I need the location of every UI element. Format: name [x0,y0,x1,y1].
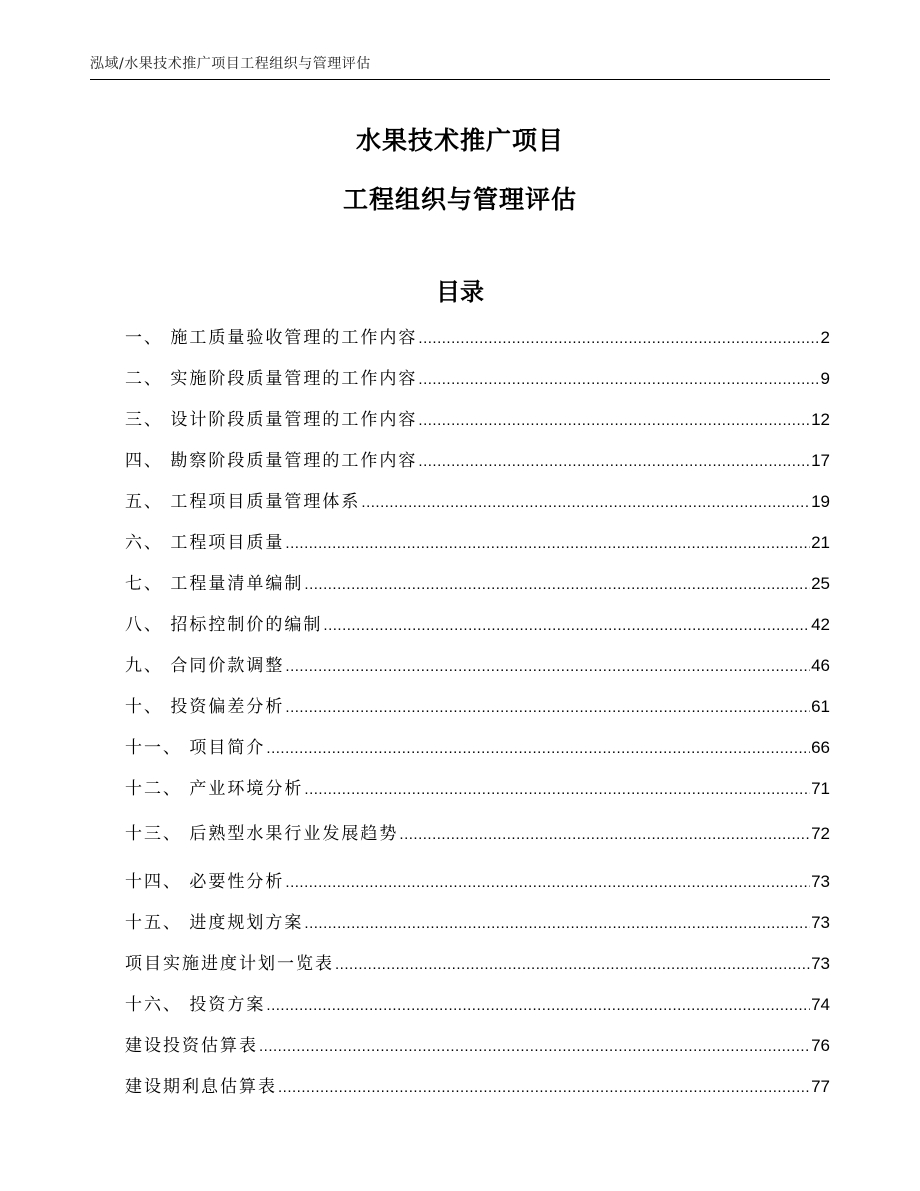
toc-entry-label: 八、 招标控制价的编制 [125,615,323,635]
toc-leader-dots [418,367,819,393]
toc-entry-label: 十、 投资偏差分析 [125,697,285,717]
toc-entry-page: 25 [811,574,830,593]
toc-entry-label: 项目实施进度计划一览表 [125,954,334,974]
toc-entry[interactable] [125,489,830,515]
toc-leader-dots [285,870,810,896]
toc-entry[interactable] [125,821,830,847]
toc-leader-dots [399,822,810,848]
toc-entry[interactable] [125,653,830,679]
toc-entry-page: 73 [811,872,830,891]
toc-entry[interactable] [125,951,830,977]
toc-entry-page: 72 [811,824,830,843]
toc-leader-dots [335,952,810,978]
toc-entry-page: 21 [811,533,830,552]
toc-entry[interactable] [125,530,830,556]
toc-entry[interactable] [125,448,830,474]
toc-entry[interactable] [125,776,830,802]
toc-entry[interactable] [125,325,830,351]
toc-entry-label: 一、 施工质量验收管理的工作内容 [125,328,418,348]
toc-entry-label: 十二、 产业环境分析 [125,779,304,799]
toc-entry-label: 五、 工程项目质量管理体系 [125,492,361,512]
toc-entry-label: 六、 工程项目质量 [125,533,285,553]
toc-entry-page: 61 [811,697,830,716]
toc-leader-dots [285,531,810,557]
toc-heading: 目录 [436,278,484,306]
document-title-line-2: 工程组织与管理评估 [342,185,577,214]
toc-entry-page: 9 [820,369,830,388]
toc-leader-dots [418,408,810,434]
toc-entry[interactable] [125,612,830,638]
toc-leader-dots [418,449,810,475]
toc-entry[interactable] [125,869,830,895]
toc-entry[interactable] [125,407,830,433]
toc-leader-dots [259,1034,810,1060]
toc-leader-dots [266,993,810,1019]
toc-entry-page: 12 [811,410,830,429]
toc-entry[interactable] [125,571,830,597]
toc-leader-dots [418,326,819,352]
toc-entry-page: 2 [820,328,830,347]
document-title-line-1: 水果技术推广项目 [355,126,564,155]
toc-entry-label: 四、 勘察阶段质量管理的工作内容 [125,451,418,471]
toc-entry-page: 46 [811,656,830,675]
toc-entry[interactable] [125,992,830,1018]
toc-entry-label: 十三、 后熟型水果行业发展趋势 [125,824,399,844]
toc-entry-label: 建设期利息估算表 [125,1077,277,1097]
toc-entry-page: 42 [811,615,830,634]
toc-entry-page: 76 [811,1036,830,1055]
toc-leader-dots [304,572,810,598]
toc-entry[interactable] [125,735,830,761]
toc-entry-page: 73 [811,954,830,973]
toc-leader-dots [285,654,810,680]
toc-entry-page: 71 [811,779,830,798]
toc-leader-dots [278,1075,810,1101]
toc-leader-dots [285,695,810,721]
toc-entry[interactable] [125,1033,830,1059]
toc-entry-label: 十五、 进度规划方案 [125,913,304,933]
toc-entry-page: 66 [811,738,830,757]
toc-entry-label: 十四、 必要性分析 [125,872,285,892]
toc-entry-label: 建设投资估算表 [125,1036,258,1056]
toc-entry-label: 三、 设计阶段质量管理的工作内容 [125,410,418,430]
toc-entry-label: 十一、 项目简介 [125,738,266,758]
toc-entry-page: 77 [811,1077,830,1096]
header-divider [90,79,830,80]
toc-leader-dots [266,736,810,762]
toc-leader-dots [361,490,810,516]
toc-leader-dots [304,777,810,803]
toc-entry[interactable] [125,366,830,392]
toc-entry-page: 17 [811,451,830,470]
toc-entry-page: 19 [811,492,830,511]
toc-entry[interactable] [125,910,830,936]
toc-entry-page: 74 [811,995,830,1014]
toc-entry-label: 七、 工程量清单编制 [125,574,304,594]
running-header: 泓域/水果技术推广项目工程组织与管理评估 [90,56,371,72]
toc-leader-dots [323,613,810,639]
toc-entry-label: 十六、 投资方案 [125,995,266,1015]
toc-entry[interactable] [125,694,830,720]
toc-entry-label: 九、 合同价款调整 [125,656,285,676]
toc-entry-label: 二、 实施阶段质量管理的工作内容 [125,369,418,389]
toc-entry-page: 73 [811,913,830,932]
toc-leader-dots [304,911,810,937]
toc-entry[interactable] [125,1074,830,1100]
